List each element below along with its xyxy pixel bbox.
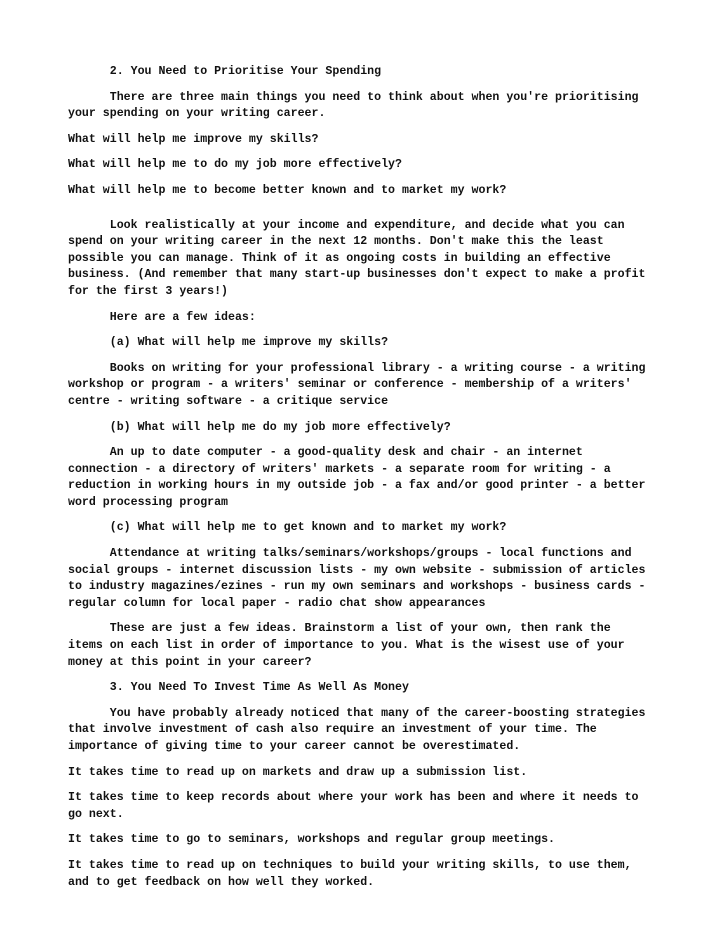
text-line: It takes time to read up on techniques to build your writing skills, to use them, [68, 858, 632, 872]
paragraph [68, 361, 668, 411]
text-line: possible you can manage. Think of it as ongoing costs in building an effective [68, 251, 611, 265]
text-line: for the first 3 years!) [68, 284, 229, 298]
text-line: (a) What will help me improve my skills? [68, 336, 389, 350]
text-line: reduction in working hours in my outside job - a fax and/or good printer - a better [68, 479, 646, 493]
paragraph [68, 520, 668, 537]
text-line: and to get feedback on how well they worked. [68, 875, 375, 889]
text-line: You have probably already noticed that many of the career-boosting strategies [68, 706, 646, 720]
paragraph [68, 706, 668, 756]
text-line: connection - a directory of writers' markets - a separate room for writing - a [68, 462, 611, 476]
text-line: 3. You Need To Invest Time As Well As Money [68, 681, 409, 695]
text-line: Attendance at writing talks/seminars/workshops/groups - local functions and [68, 547, 632, 561]
paragraph [68, 445, 668, 511]
paragraph [68, 310, 668, 327]
text-line: centre - writing software - a critique service [68, 394, 389, 408]
paragraph [68, 218, 668, 301]
paragraph [68, 420, 668, 437]
text-line: go next. [68, 807, 124, 821]
text-line: It takes time to keep records about where your work has been and where it needs to [68, 791, 639, 805]
text-line: Look realistically at your income and expenditure, and decide what you can [68, 218, 625, 232]
text-line: What will help me improve my skills? [68, 132, 319, 146]
text-line: Books on writing for your professional library - a writing course - a writing [68, 361, 646, 375]
paragraph [68, 858, 668, 891]
paragraph [68, 132, 668, 149]
text-line: regular column for local paper - radio chat show appearances [68, 596, 486, 610]
paragraph [68, 183, 668, 200]
text-line: It takes time to read up on markets and draw up a submission list. [68, 765, 528, 779]
text-line: What will help me to do my job more effectively? [68, 158, 402, 172]
paragraph [68, 157, 668, 174]
paragraph [68, 832, 668, 849]
text-line: 2. You Need to Prioritise Your Spending [68, 65, 382, 78]
text-line: your spending on your writing career. [68, 107, 326, 121]
text-line: that involve investment of cash also require an investment of your time. The [68, 723, 597, 737]
text-line: social groups - internet discussion lists - my own website - submission of articles [68, 563, 646, 577]
paragraph [68, 680, 668, 697]
text-line: items on each list in order of importance to you. What is the wisest use of your [68, 639, 625, 653]
paragraph [68, 90, 668, 123]
text-line: An up to date computer - a good-quality desk and chair - an internet [68, 446, 583, 460]
paragraph [68, 765, 668, 782]
paragraph [68, 335, 668, 352]
text-line: to industry magazines/ezines - run my own seminars and workshops - business cards - [68, 580, 646, 594]
text-line: There are three main things you need to think about when you're prioritising [68, 90, 639, 104]
text-line: (c) What will help me to get known and to market my work? [68, 521, 507, 535]
text-line: money at this point in your career? [68, 655, 312, 669]
text-line: It takes time to go to seminars, workshops and regular group meetings. [68, 833, 556, 847]
text-line: What will help me to become better known and to market my work? [68, 183, 507, 197]
paragraph [68, 790, 668, 823]
text-line: (b) What will help me do my job more effectively? [68, 420, 451, 434]
paragraph [68, 621, 668, 671]
text-line: workshop or program - a writers' seminar or conference - membership of a writers' [68, 378, 632, 392]
text-line: These are just a few ideas. Brainstorm a list of your own, then rank the [68, 622, 611, 636]
paragraph [68, 546, 668, 612]
text-line: spend on your writing career in the next 12 months. Don't make this the least [68, 235, 604, 249]
text-line: word processing program [68, 495, 229, 509]
text-line: business. (And remember that many start-up businesses don't expect to make a profit [68, 268, 646, 282]
paragraph [68, 64, 668, 81]
text-line: importance of giving time to your career cannot be overestimated. [68, 740, 521, 753]
document-page [68, 64, 668, 900]
text-line: Here are a few ideas: [68, 310, 256, 324]
